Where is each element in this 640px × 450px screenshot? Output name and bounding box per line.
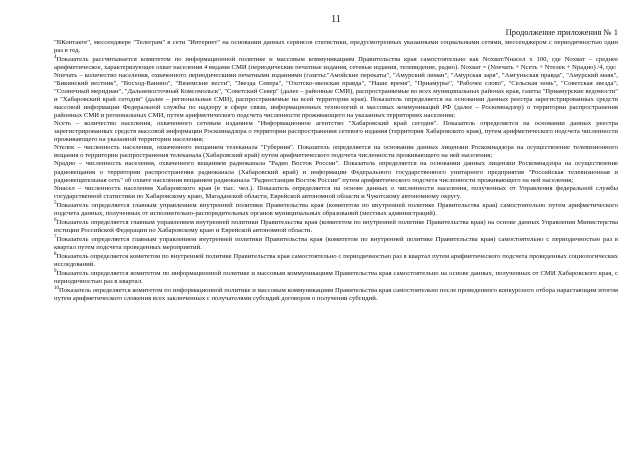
body-text — [54, 39, 618, 303]
footnote-4: $^4$Показатель рассчитывается комитетом по информационной политике и массовым коммуникациям Правительства края самостоятельно как Noxват/Nнасел x 100, где Noxват – среднее арифметическое, характеризующее охват населения 4 видами СМИ (периодические печатные издания, сетевые издания, телевидение, радио). Noxват = (Nпечать + Nсеть + Nтелек + Nрадио) /4, где: — [54, 54, 618, 72]
page-number: 11 — [331, 14, 341, 25]
paragraph: Nсеть – количество населения, охваченного сетевым изданием "Информационное агентство "Хабаровский край сегодня". Показатель определяется на основании данных реестра зарегистрированных средств массовой информации Роскомнадзора о территории распространения сетевого издания (территория Хабаровского края), путем арифметического подсчета численности проживающего на указанной территории населения; — [54, 120, 618, 144]
paragraph: Nпечать – количество населения, охваченного периодическими печатными изданиями (газеты:"Амойские перекаты", "Амурский лиман", "Амурская заря", "Амгуньская правда", "Амурский маяк", "Бикинский вестник", "Восход-Ванино", "Вяземские вести", "Звезда Севера", "Охотско-эвенская правда", "Наше время", "Приамурье", "Рабочее слово", "Сельская новь", "Советская звезда"; "Солнечный меридиан", "Дальневосточный Комсомольск", "Советский Север" (далее – районные СМИ), распространяемые во всех муниципальных районах края, газеты "Приамурские ведомости" и "Хабаровский край сегодня" (далее – региональные СМИ), распространяемые на всей территории края). Показатель определяется на основании данных реестра зарегистрированных средств массовой информации Федеральной службы по надзору в сфере связи, информационных технологий и массовых коммуникаций РФ (далее – Роскомнадзор) о территории распространения районных СМИ и региональных СМИ, путем арифметического подсчета численности проживающего на указанных территориях населения; — [54, 72, 618, 120]
paragraph: Nтелек – численность населения, охваченного вещанием телеканала "Губерния". Показатель определяется на основании данных лицензии Роскомнадзора на осуществление телевизионного вещания о территории распространения телеканала (Хабаровский край) путем арифметического подсчета численности проживающего на ней населения; — [54, 144, 618, 160]
footnote-10: $^{10}$Показатель определяется комитетом по информационной политике и массовым коммуникациям Правительства края самостоятельно после проведенного конкурсного отбора нарастающим итогом путем арифметического сложения всех заключенных с получателями субсидий договоров о получении субсидий. — [54, 285, 618, 302]
footnote-8: $^8$Показатель определяется комитетом по внутренней политике Правительства края самостоятельно с периодичностью раз в квартал путем арифметического подсчета проведенных социологических исследований. — [54, 251, 618, 268]
footnote-6: $^6$Показатель определяется главным управлением внутренней политики Правительства края (комитетом по внутренней политике Правительства края) на основе данных Управления Министерства юстиции Российской Федерации по Хабаровскому краю и Еврейской автономной области. — [54, 217, 618, 234]
paragraph: Nрадио – численность населения, охваченного вещанием радиоканала "Радио Восток России". Показатель определяется на основании данных лицензии Роскомнадзора на осуществление радиовещания о территории распространения радиоканала (Хабаровский край) и информации Федерального государственного унитарного предприятия "Российская телевизионная и радиовещательная сеть" об охвате населения вещанием радиоканала "Радиостанция Восток России" путем арифметического подсчета численности проживающего на ней населения; — [54, 160, 618, 184]
footnote-7: $^7$Показатель определяется главным управлением внутренней политики Правительства края (комитетом по внутренней политике Правительства края) самостоятельно с периодичностью раз в квартал путем подсчета проведенных мероприятий. — [54, 234, 618, 251]
footnote-9: $^9$Показатель определяется комитетом по информационной политике и массовым коммуникациям Правительства края самостоятельно на основе данных, полученных от СМИ Хабаровского края, с периодичностью раз в квартал. — [54, 268, 618, 285]
paragraph: "ВКонтакте", мессенджере "Телеграм" в сети "Интернет" на основании данных сервисов статистики, предусмотренных указанными социальными сетями, мессенджером с периодичностью один раз в год. — [54, 39, 618, 55]
appendix-continuation-note: Продолжение приложения № 1 — [505, 27, 618, 37]
footnote-5: $^5$Показатель определяется главным управлением внутренней политики Правительства края (комитетом по внутренней политике Правительства края) самостоятельно путем арифметического подсчета данных, полученных от исполнительно-распорядительных органов муниципальных образований (местных администраций). — [54, 200, 618, 217]
paragraph: Nнасел – численность населения Хабаровского края (в тыс. чел.). Показатель определяется на основе данных о численности населения, полученных от Управления федеральной службы государственной статистики по Хабаровскому краю, Магаданской области, Еврейской автономной области и Чукотскому автономному округу. — [54, 184, 618, 200]
